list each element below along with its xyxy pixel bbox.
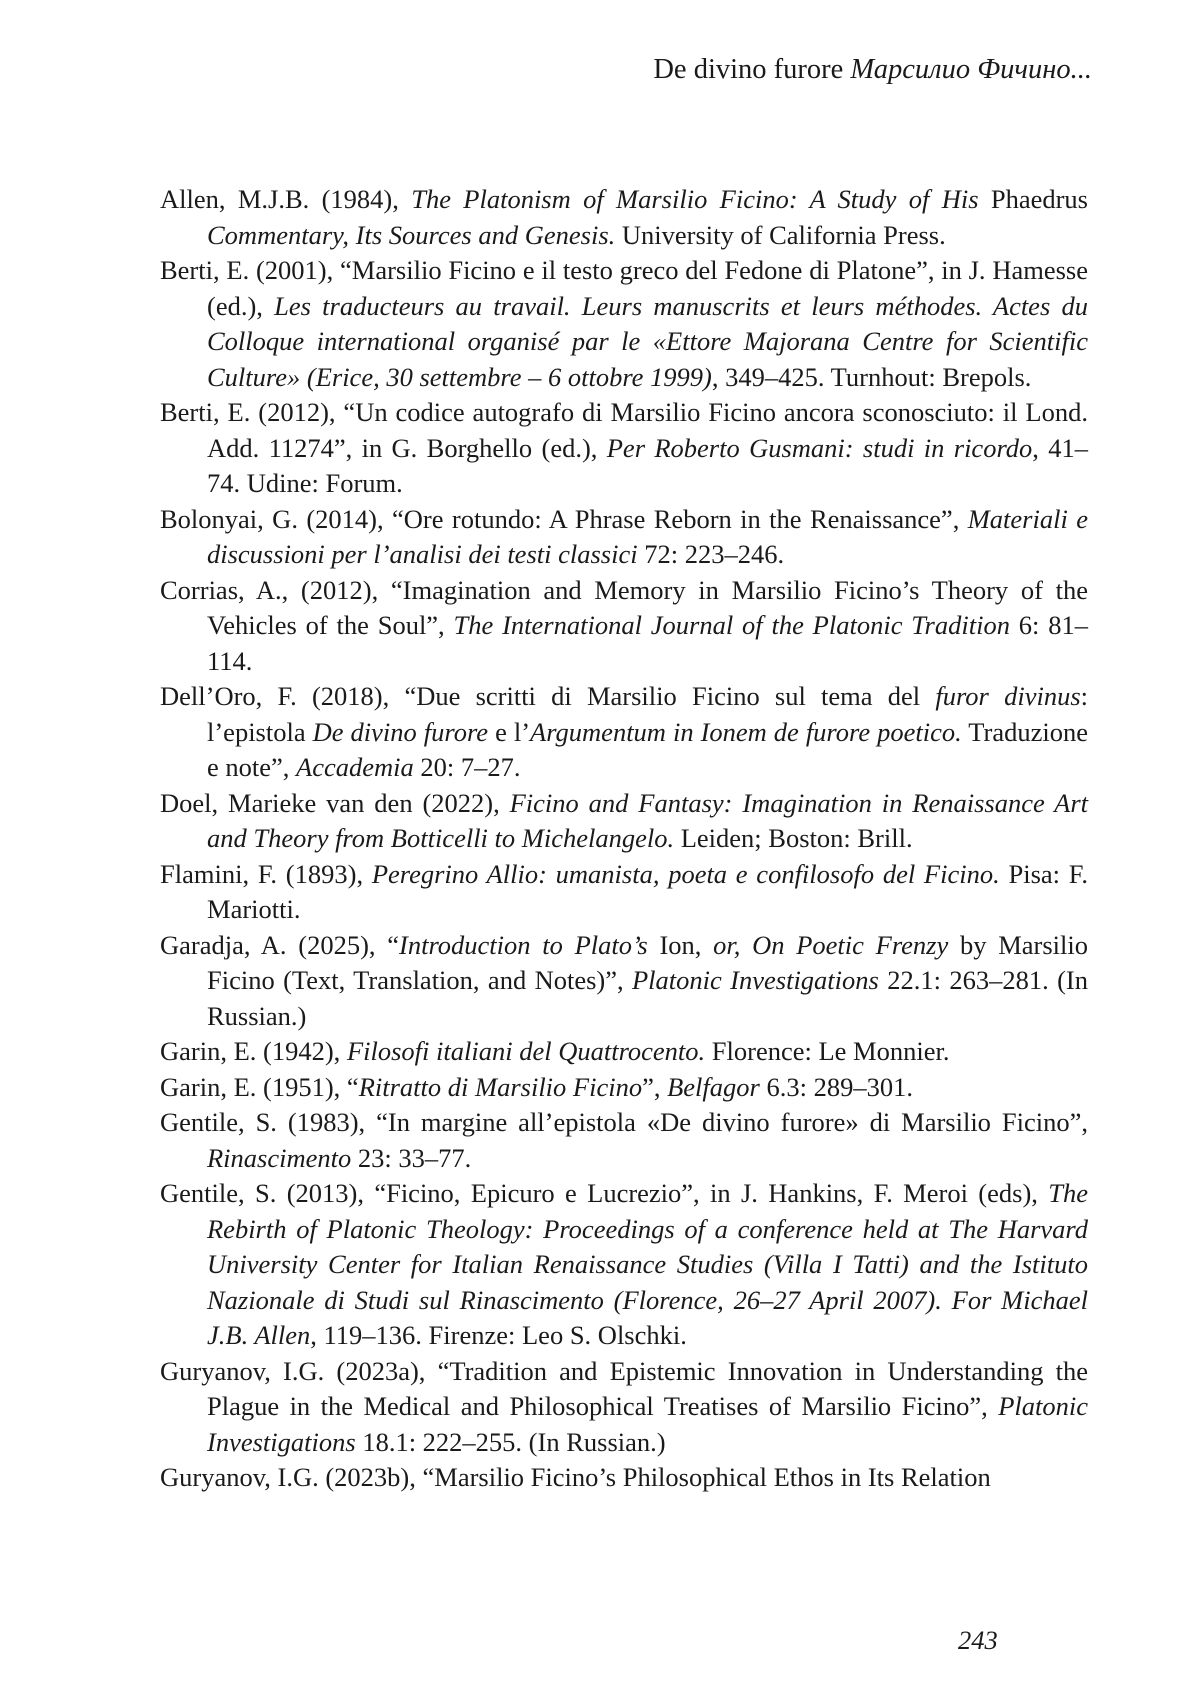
bib-entry-berti-2001: Berti, E. (2001), “Marsilio Ficino e il testo greco del Fedone di Platone”, in J. Hamesse (ed.), Les traducteurs au travail. Leurs manuscrits et leurs méthodes. Actes du Colloque international organisé par le «Ettore Majorana Centre for Scientific Culture» (Erice, 30 settembre – 6 ottobre 1999), 349–425. Turnhout: Brepols. (160, 255, 1088, 392)
running-header-cyrillic: Марсилио Фичино... (850, 54, 1092, 85)
bib-entry-garin-1951: Garin, E. (1951), “Ritratto di Marsilio Ficino”, Belfagor 6.3: 289–301. (160, 1071, 913, 1102)
bib-entry-guryanov-2023b: Guryanov, I.G. (2023b), “Marsilio Ficino’s Philosophical Ethos in Its Relation (160, 1462, 991, 1492)
bib-entry-guryanov-2023a: Guryanov, I.G. (2023a), “Tradition and Epistemic Innovation in Understanding the Plague in the Medical and Philosophical Treatises of Marsilio Ficino”, Platonic Investigations 18.1: 222–255. (In Russian.) (160, 1355, 1088, 1457)
running-header (653, 50, 1092, 90)
bib-entry-allen-1984: Allen, M.J.B. (1984), The Platonism of Marsilio Ficino: A Study of His Phaedrus Commentary, Its Sources and Genesis. University of California Press. (160, 184, 1088, 250)
bib-entry-bolonyai-2014: Bolonyai, G. (2014), “Ore rotundo: A Phrase Reborn in the Renaissance”, Materiali e discussioni per l’analisi dei testi classici 72: 223–246. (160, 503, 1088, 569)
bib-entry-doel-2022: Doel, Marieke van den (2022), Ficino and Fantasy: Imagination in Renaissance Art and Theory from Botticelli to Michelangelo. Leiden; Boston: Brill. (160, 787, 1088, 853)
page-number: 243 (958, 1625, 998, 1655)
running-header-latin: De divino furore (653, 54, 844, 85)
bib-entry-flamini-1893: Flamini, F. (1893), Peregrino Allio: umanista, poeta e confilosofo del Ficino. Pisa: F. Mariotti. (160, 858, 1089, 924)
bib-entry-garadja-2025: Garadja, A. (2025), “Introduction to Plato’s Ion, or, On Poetic Frenzy by Marsilio Ficino (Text, Translation, and Notes)”, Platonic Investigations 22.1: 263–281. (In Russian.) (160, 929, 1088, 1031)
bib-entry-berti-2012: Berti, E. (2012), “Un codice autografo di Marsilio Ficino ancora sconosciuto: il Lond. Add. 11274”, in G. Borghello (ed.), Per Roberto Gusmani: studi in ricordo, 41–74. Udine: Forum. (160, 397, 1088, 498)
bibliography (160, 182, 1088, 1496)
bib-entry-garin-1942: Garin, E. (1942), Filosofi italiani del Quattrocento. Florence: Le Monnier. (160, 1036, 950, 1066)
bib-entry-gentile-1983: Gentile, S. (1983), “In margine all’epistola «De divino furore» di Marsilio Ficino”, Rinascimento 23: 33–77. (160, 1107, 1088, 1173)
bib-entry-delloro-2018: Dell’Oro, F. (2018), “Due scritti di Marsilio Ficino sul tema del furor divinus: l’epistola De divino furore e l’Argumentum in Ionem de furore poetico. Traduzione e note”, Accademia 20: 7–27. (160, 681, 1089, 782)
bib-entry-corrias-2012: Corrias, A., (2012), “Imagination and Memory in Marsilio Ficino’s Theory of the Vehicles of the Soul”, The International Journal of the Platonic Tradition 6: 81–114. (160, 574, 1088, 676)
bib-entry-gentile-2013: Gentile, S. (2013), “Ficino, Epicuro e Lucrezio”, in J. Hankins, F. Meroi (eds), The Rebirth of Platonic Theology: Proceedings of a conference held at The Harvard University Center for Italian Renaissance Studies (Villa I Tatti) and the Istituto Nazionale di Studi sul Rinascimento (Florence, 26–27 April 2007). For Michael J.B. Allen, 119–136. Firenze: Leo S. Olschki. (160, 1178, 1088, 1350)
